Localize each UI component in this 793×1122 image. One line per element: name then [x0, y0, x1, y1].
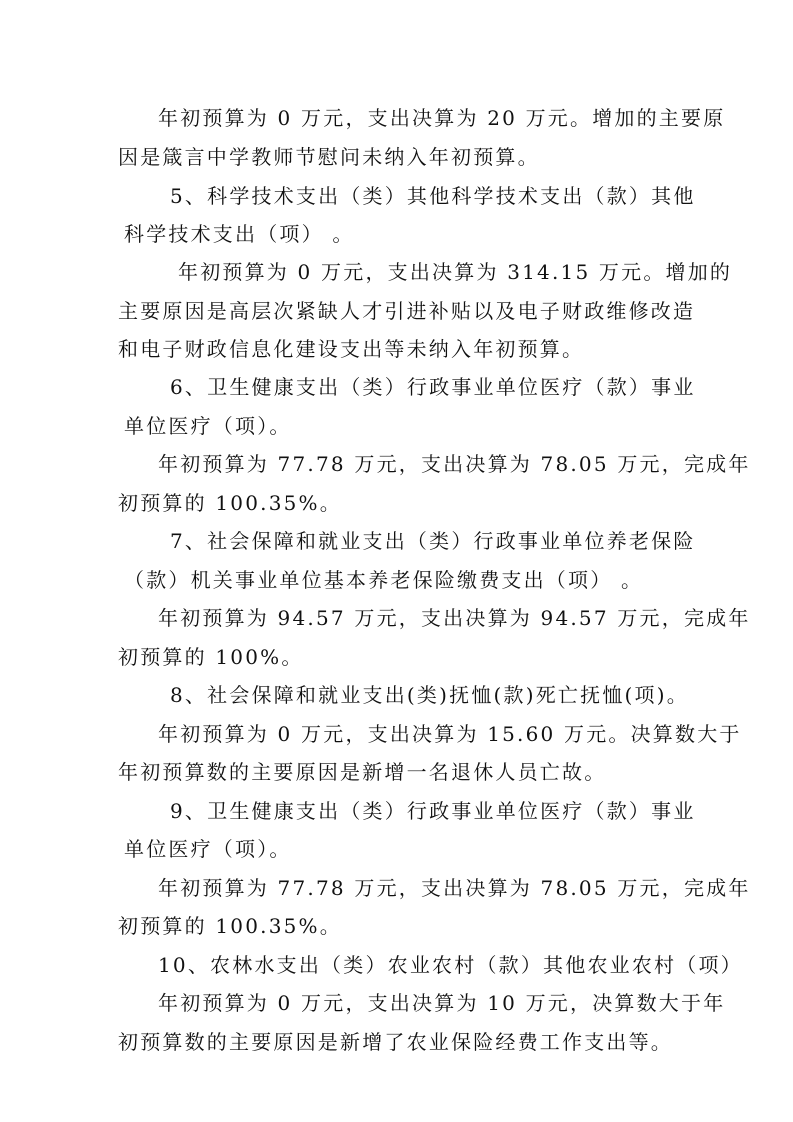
text-line: 年初预算为 94.57 万元，支出决算为 94.57 万元，完成年	[158, 606, 751, 630]
text-line: 和电子财政信息化建设支出等未纳入年初预算。	[118, 337, 585, 361]
text-line: 年初预算为 0 万元，支出决算为 20 万元。增加的主要原	[158, 106, 726, 130]
text-line: 初预算的 100.35%。	[118, 914, 342, 938]
text-line: 主要原因是高层次紧缺人才引进补贴以及电子财政维修改造	[118, 299, 696, 323]
text-line: 年初预算为 77.78 万元，支出决算为 78.05 万元，完成年	[158, 876, 751, 900]
text-line: 年初预算为 77.78 万元，支出决算为 78.05 万元，完成年	[158, 452, 751, 476]
section-heading-5-cont: 科学技术支出（项） 。	[124, 222, 355, 246]
section-heading-9-cont: 单位医疗（项）。	[124, 837, 292, 861]
section-heading-9: 9、卫生健康支出（类）行政事业单位医疗（款）事业	[170, 799, 696, 823]
section-heading-5: 5、科学技术支出（类）其他科学技术支出（款）其他	[170, 184, 696, 208]
section-heading-7-cont: （款）机关事业单位基本养老保险缴费支出（项） 。	[124, 568, 644, 592]
text-line: 年初预算为 0 万元，支出决算为 314.15 万元。增加的	[178, 260, 733, 284]
text-line: 初预算的 100.35%。	[118, 491, 342, 515]
section-heading-6: 6、卫生健康支出（类）行政事业单位医疗（款）事业	[170, 375, 696, 399]
section-heading-10: 10、农林水支出（类）农业农村（款）其他农业农村（项）	[158, 953, 743, 977]
text-line: 因是箴言中学教师节慰问未纳入年初预算。	[118, 145, 540, 169]
section-heading-6-cont: 单位医疗（项）。	[124, 414, 292, 438]
text-line: 初预算数的主要原因是新增了农业保险经费工作支出等。	[118, 1030, 673, 1054]
text-line: 年初预算为 0 万元，支出决算为 15.60 万元。决算数大于	[158, 722, 742, 746]
section-heading-7: 7、社会保障和就业支出（类）行政事业单位养老保险	[170, 529, 696, 553]
section-heading-8: 8、社会保障和就业支出(类)抚恤(款)死亡抚恤(项)。	[170, 683, 689, 707]
text-line: 年初预算数的主要原因是新增一名退休人员亡故。	[118, 760, 607, 784]
text-line: 初预算的 100%。	[118, 645, 304, 669]
text-line: 年初预算为 0 万元，支出决算为 10 万元，决算数大于年	[158, 991, 726, 1015]
